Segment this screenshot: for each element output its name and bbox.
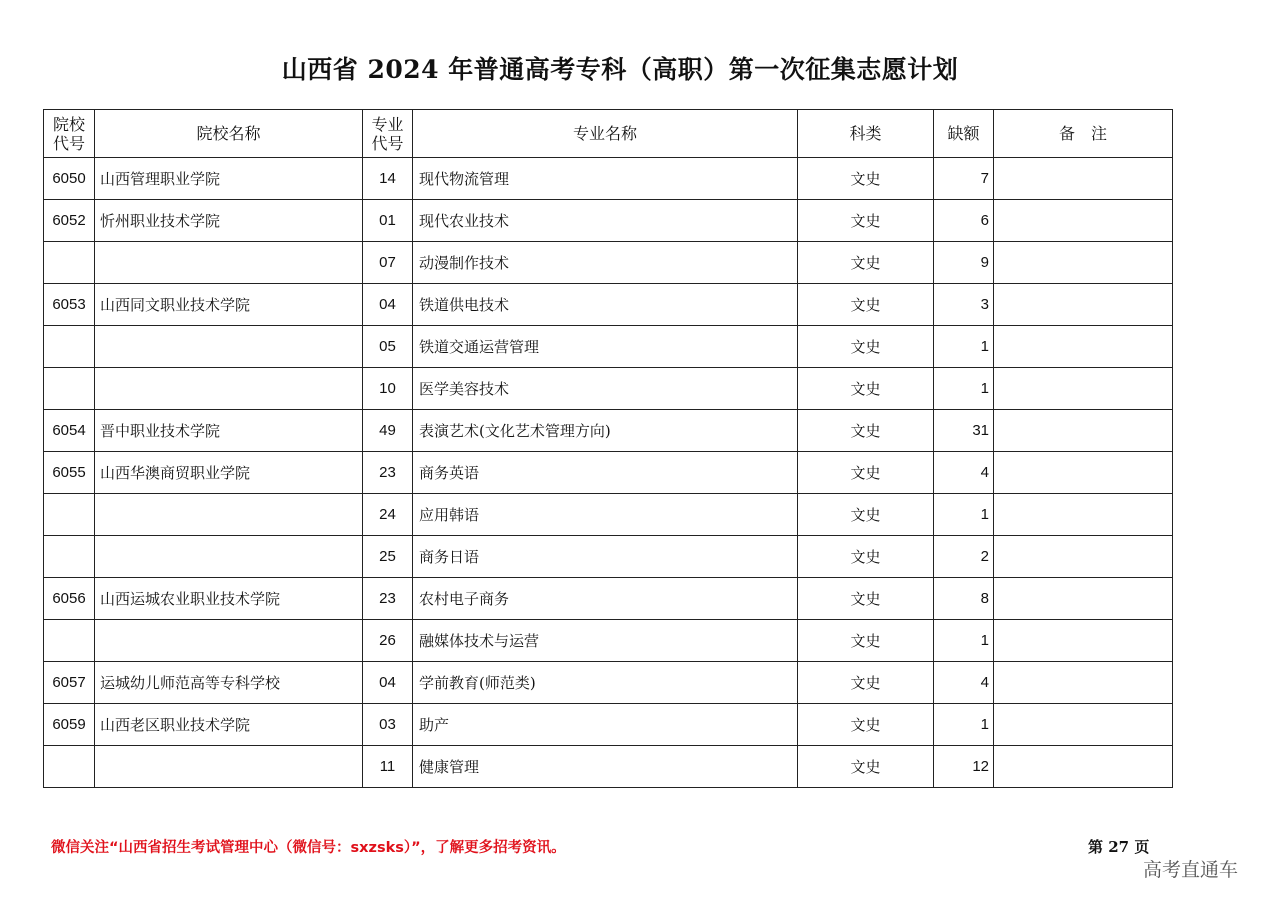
cell-note <box>994 620 1173 662</box>
cell-major-name: 助产 <box>413 704 798 746</box>
header-vacancy: 缺额 <box>934 110 994 158</box>
cell-vacancy: 1 <box>934 368 994 410</box>
cell-major-name: 表演艺术(文化艺术管理方向) <box>413 410 798 452</box>
cell-note <box>994 242 1173 284</box>
table-row <box>44 368 1173 410</box>
cell-school-name: 晋中职业技术学院 <box>95 410 363 452</box>
table-row <box>44 158 1173 200</box>
cell-major-name: 铁道供电技术 <box>413 284 798 326</box>
cell-school-name <box>95 326 363 368</box>
cell-note <box>994 326 1173 368</box>
page-number: 第 27 页 <box>1088 838 1150 856</box>
cell-vacancy: 6 <box>934 200 994 242</box>
cell-category: 文史 <box>798 578 934 620</box>
cell-major-name: 现代物流管理 <box>413 158 798 200</box>
cell-category: 文史 <box>798 242 934 284</box>
cell-major-code: 05 <box>363 326 413 368</box>
header-major-code-line2: 代号 <box>371 133 404 153</box>
cell-major-name: 医学美容技术 <box>413 368 798 410</box>
cell-major-code: 07 <box>363 242 413 284</box>
cell-school-code: 6050 <box>44 158 95 200</box>
page-title: 山西省 2024 年普通高考专科（高职）第一次征集志愿计划 <box>281 55 959 84</box>
cell-major-code: 04 <box>363 662 413 704</box>
cell-major-code: 03 <box>363 704 413 746</box>
cell-school-name: 山西华澳商贸职业学院 <box>95 452 363 494</box>
header-category: 科类 <box>798 110 934 158</box>
table-row <box>44 242 1173 284</box>
cell-category: 文史 <box>798 200 934 242</box>
header-school-code <box>44 110 95 158</box>
cell-school-name: 山西同文职业技术学院 <box>95 284 363 326</box>
table-body <box>44 158 1173 788</box>
cell-school-code: 6053 <box>44 284 95 326</box>
table-row <box>44 704 1173 746</box>
cell-category: 文史 <box>798 662 934 704</box>
cell-school-name: 忻州职业技术学院 <box>95 200 363 242</box>
cell-major-code: 14 <box>363 158 413 200</box>
cell-category: 文史 <box>798 704 934 746</box>
cell-category: 文史 <box>798 452 934 494</box>
cell-major-name: 铁道交通运营管理 <box>413 326 798 368</box>
header-school-code-line2: 代号 <box>52 133 85 153</box>
cell-school-name: 山西管理职业学院 <box>95 158 363 200</box>
cell-note <box>994 494 1173 536</box>
header-major-code-line1: 专业 <box>371 114 404 134</box>
cell-category: 文史 <box>798 620 934 662</box>
cell-vacancy: 31 <box>934 410 994 452</box>
cell-major-name: 农村电子商务 <box>413 578 798 620</box>
cell-school-name <box>95 746 363 788</box>
cell-major-code: 49 <box>363 410 413 452</box>
cell-vacancy: 1 <box>934 494 994 536</box>
cell-note <box>994 200 1173 242</box>
table-row <box>44 578 1173 620</box>
cell-school-code: 6055 <box>44 452 95 494</box>
header-major-name: 专业名称 <box>413 110 798 158</box>
cell-school-code: 6052 <box>44 200 95 242</box>
cell-major-name: 商务日语 <box>413 536 798 578</box>
cell-major-name: 融媒体技术与运营 <box>413 620 798 662</box>
cell-note <box>994 158 1173 200</box>
cell-major-code: 23 <box>363 578 413 620</box>
cell-major-code: 25 <box>363 536 413 578</box>
cell-vacancy: 1 <box>934 326 994 368</box>
header-note: 备 注 <box>994 110 1173 158</box>
cell-school-code <box>44 746 95 788</box>
plan-table <box>43 109 1173 788</box>
cell-major-name: 动漫制作技术 <box>413 242 798 284</box>
cell-school-code: 6059 <box>44 704 95 746</box>
header-major-code <box>363 110 413 158</box>
cell-school-code: 6057 <box>44 662 95 704</box>
cell-major-name: 应用韩语 <box>413 494 798 536</box>
table-row <box>44 620 1173 662</box>
cell-note <box>994 746 1173 788</box>
footer-wechat-note: 微信关注“山西省招生考试管理中心（微信号：sxzsks）”，了解更多招考资讯。 <box>51 840 566 856</box>
cell-vacancy: 3 <box>934 284 994 326</box>
table-row <box>44 494 1173 536</box>
cell-major-name: 现代农业技术 <box>413 200 798 242</box>
cell-vacancy: 12 <box>934 746 994 788</box>
cell-major-code: 24 <box>363 494 413 536</box>
cell-category: 文史 <box>798 536 934 578</box>
cell-vacancy: 1 <box>934 704 994 746</box>
cell-major-name: 学前教育(师范类) <box>413 662 798 704</box>
cell-school-name: 山西老区职业技术学院 <box>95 704 363 746</box>
cell-major-name: 健康管理 <box>413 746 798 788</box>
cell-major-code: 23 <box>363 452 413 494</box>
cell-school-name <box>95 368 363 410</box>
cell-school-code <box>44 242 95 284</box>
cell-vacancy: 2 <box>934 536 994 578</box>
watermark: 高考直通车 <box>1143 859 1239 881</box>
table-row <box>44 452 1173 494</box>
cell-school-name <box>95 494 363 536</box>
cell-school-name: 山西运城农业职业技术学院 <box>95 578 363 620</box>
cell-category: 文史 <box>798 410 934 452</box>
cell-school-code <box>44 368 95 410</box>
header-school-name: 院校名称 <box>95 110 363 158</box>
cell-school-code <box>44 536 95 578</box>
cell-major-code: 01 <box>363 200 413 242</box>
cell-major-code: 11 <box>363 746 413 788</box>
cell-vacancy: 4 <box>934 662 994 704</box>
table-row <box>44 326 1173 368</box>
cell-vacancy: 8 <box>934 578 994 620</box>
cell-category: 文史 <box>798 368 934 410</box>
cell-major-name: 商务英语 <box>413 452 798 494</box>
cell-category: 文史 <box>798 158 934 200</box>
cell-school-name <box>95 620 363 662</box>
cell-note <box>994 368 1173 410</box>
cell-major-code: 04 <box>363 284 413 326</box>
table-row <box>44 746 1173 788</box>
cell-note <box>994 704 1173 746</box>
table-row <box>44 200 1173 242</box>
cell-school-name <box>95 536 363 578</box>
cell-vacancy: 4 <box>934 452 994 494</box>
cell-school-code: 6056 <box>44 578 95 620</box>
header-school-code-line1: 院校 <box>52 114 85 134</box>
cell-note <box>994 536 1173 578</box>
cell-vacancy: 1 <box>934 620 994 662</box>
table-row <box>44 410 1173 452</box>
cell-category: 文史 <box>798 284 934 326</box>
cell-school-code <box>44 494 95 536</box>
table-row <box>44 284 1173 326</box>
cell-school-name: 运城幼儿师范高等专科学校 <box>95 662 363 704</box>
cell-note <box>994 578 1173 620</box>
cell-vacancy: 9 <box>934 242 994 284</box>
table-row <box>44 662 1173 704</box>
cell-major-code: 10 <box>363 368 413 410</box>
table-row <box>44 536 1173 578</box>
cell-note <box>994 452 1173 494</box>
cell-note <box>994 284 1173 326</box>
cell-vacancy: 7 <box>934 158 994 200</box>
cell-major-code: 26 <box>363 620 413 662</box>
cell-school-code <box>44 620 95 662</box>
cell-note <box>994 662 1173 704</box>
cell-school-name <box>95 242 363 284</box>
cell-category: 文史 <box>798 494 934 536</box>
table-header-row <box>44 110 1173 158</box>
cell-category: 文史 <box>798 326 934 368</box>
cell-school-code: 6054 <box>44 410 95 452</box>
cell-category: 文史 <box>798 746 934 788</box>
cell-school-code <box>44 326 95 368</box>
cell-note <box>994 410 1173 452</box>
